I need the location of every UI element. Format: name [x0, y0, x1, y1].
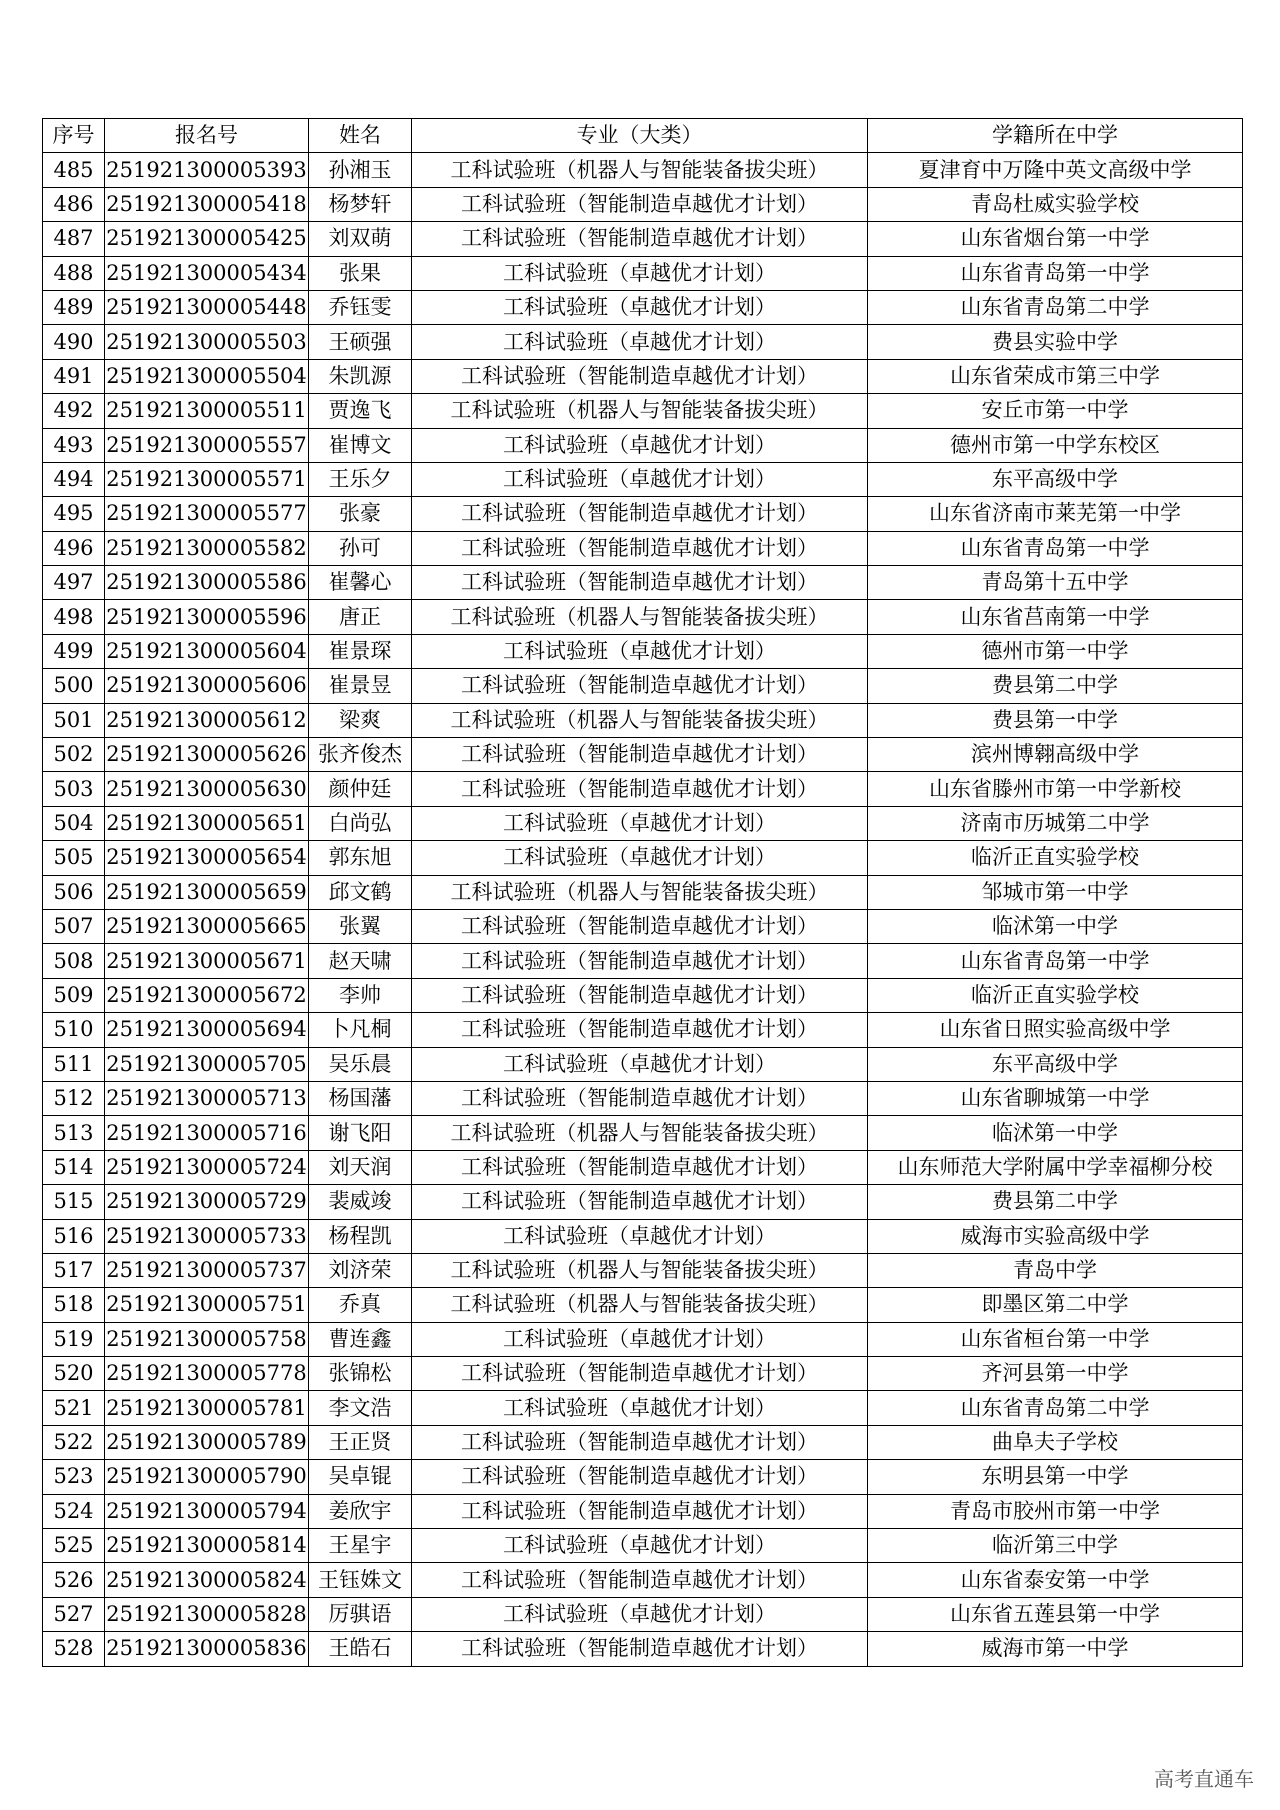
cell-reg-number: 251921300005654	[105, 841, 309, 875]
cell-seq: 493	[43, 428, 105, 462]
cell-name: 孙湘玉	[309, 153, 412, 187]
cell-name: 梁爽	[309, 703, 412, 737]
table-row	[43, 1529, 1243, 1563]
cell-major: 工科试验班（智能制造卓越优才计划）	[412, 978, 868, 1012]
cell-major: 工科试验班（卓越优才计划）	[412, 428, 868, 462]
cell-seq: 513	[43, 1116, 105, 1150]
cell-name: 卜凡桐	[309, 1013, 412, 1047]
table-row	[43, 1632, 1243, 1666]
cell-name: 朱凯源	[309, 359, 412, 393]
table-row	[43, 1288, 1243, 1322]
cell-reg-number: 251921300005651	[105, 806, 309, 840]
table-row	[43, 428, 1243, 462]
cell-reg-number: 251921300005705	[105, 1047, 309, 1081]
cell-seq: 511	[43, 1047, 105, 1081]
cell-name: 贾逸飞	[309, 394, 412, 428]
cell-seq: 521	[43, 1391, 105, 1425]
cell-reg-number: 251921300005586	[105, 566, 309, 600]
cell-school: 东明县第一中学	[868, 1460, 1243, 1494]
cell-name: 张翼	[309, 909, 412, 943]
cell-school: 邹城市第一中学	[868, 875, 1243, 909]
cell-school: 费县第一中学	[868, 703, 1243, 737]
cell-school: 山东省桓台第一中学	[868, 1322, 1243, 1356]
cell-reg-number: 251921300005781	[105, 1391, 309, 1425]
cell-seq: 505	[43, 841, 105, 875]
cell-major: 工科试验班（机器人与智能装备拔尖班）	[412, 153, 868, 187]
cell-school: 费县第二中学	[868, 1185, 1243, 1219]
cell-name: 杨梦轩	[309, 187, 412, 221]
cell-school: 东平高级中学	[868, 1047, 1243, 1081]
table-row	[43, 1185, 1243, 1219]
cell-major: 工科试验班（智能制造卓越优才计划）	[412, 772, 868, 806]
cell-seq: 522	[43, 1425, 105, 1459]
cell-reg-number: 251921300005828	[105, 1597, 309, 1631]
table-header-row	[43, 119, 1243, 153]
cell-major: 工科试验班（卓越优才计划）	[412, 290, 868, 324]
cell-name: 厉骐语	[309, 1597, 412, 1631]
cell-major: 工科试验班（卓越优才计划）	[412, 1529, 868, 1563]
table-row	[43, 531, 1243, 565]
cell-school: 山东省青岛第一中学	[868, 256, 1243, 290]
table-row	[43, 497, 1243, 531]
cell-reg-number: 251921300005694	[105, 1013, 309, 1047]
cell-seq: 485	[43, 153, 105, 187]
cell-school: 临沂第三中学	[868, 1529, 1243, 1563]
cell-reg-number: 251921300005571	[105, 462, 309, 496]
cell-seq: 510	[43, 1013, 105, 1047]
cell-major: 工科试验班（卓越优才计划）	[412, 325, 868, 359]
cell-reg-number: 251921300005716	[105, 1116, 309, 1150]
cell-seq: 514	[43, 1150, 105, 1184]
cell-name: 孙可	[309, 531, 412, 565]
cell-seq: 501	[43, 703, 105, 737]
cell-school: 山东省荣成市第三中学	[868, 359, 1243, 393]
cell-school: 临沭第一中学	[868, 1116, 1243, 1150]
table-row	[43, 634, 1243, 668]
cell-major: 工科试验班（机器人与智能装备拔尖班）	[412, 394, 868, 428]
cell-school: 安丘市第一中学	[868, 394, 1243, 428]
cell-reg-number: 251921300005824	[105, 1563, 309, 1597]
cell-reg-number: 251921300005630	[105, 772, 309, 806]
cell-reg-number: 251921300005577	[105, 497, 309, 531]
cell-name: 王硕强	[309, 325, 412, 359]
cell-name: 李帅	[309, 978, 412, 1012]
cell-major: 工科试验班（卓越优才计划）	[412, 462, 868, 496]
cell-seq: 490	[43, 325, 105, 359]
cell-school: 青岛第十五中学	[868, 566, 1243, 600]
table-row	[43, 1425, 1243, 1459]
cell-school: 山东省五莲县第一中学	[868, 1597, 1243, 1631]
cell-seq: 503	[43, 772, 105, 806]
cell-seq: 494	[43, 462, 105, 496]
cell-major: 工科试验班（智能制造卓越优才计划）	[412, 497, 868, 531]
cell-name: 裴威竣	[309, 1185, 412, 1219]
cell-seq: 504	[43, 806, 105, 840]
cell-school: 青岛杜威实验学校	[868, 187, 1243, 221]
cell-seq: 499	[43, 634, 105, 668]
cell-name: 刘双萌	[309, 222, 412, 256]
cell-school: 山东省日照实验高级中学	[868, 1013, 1243, 1047]
table-row	[43, 394, 1243, 428]
cell-major: 工科试验班（智能制造卓越优才计划）	[412, 359, 868, 393]
cell-school: 夏津育中万隆中英文高级中学	[868, 153, 1243, 187]
cell-major: 工科试验班（卓越优才计划）	[412, 1219, 868, 1253]
cell-name: 王钰姝文	[309, 1563, 412, 1597]
cell-name: 崔景琛	[309, 634, 412, 668]
cell-reg-number: 251921300005790	[105, 1460, 309, 1494]
cell-school: 青岛中学	[868, 1253, 1243, 1287]
cell-major: 工科试验班（智能制造卓越优才计划）	[412, 1460, 868, 1494]
cell-reg-number: 251921300005814	[105, 1529, 309, 1563]
cell-seq: 491	[43, 359, 105, 393]
table-row	[43, 1047, 1243, 1081]
watermark: 高考直通车	[1154, 1767, 1254, 1791]
table-row	[43, 359, 1243, 393]
table-row	[43, 669, 1243, 703]
cell-major: 工科试验班（智能制造卓越优才计划）	[412, 1563, 868, 1597]
cell-major: 工科试验班（机器人与智能装备拔尖班）	[412, 1288, 868, 1322]
cell-major: 工科试验班（卓越优才计划）	[412, 256, 868, 290]
cell-name: 崔景昱	[309, 669, 412, 703]
cell-school: 德州市第一中学	[868, 634, 1243, 668]
cell-school: 山东省莒南第一中学	[868, 600, 1243, 634]
cell-seq: 515	[43, 1185, 105, 1219]
cell-major: 工科试验班（智能制造卓越优才计划）	[412, 222, 868, 256]
cell-school: 青岛市胶州市第一中学	[868, 1494, 1243, 1528]
cell-school: 山东省青岛第一中学	[868, 944, 1243, 978]
cell-major: 工科试验班（智能制造卓越优才计划）	[412, 1185, 868, 1219]
cell-major: 工科试验班（智能制造卓越优才计划）	[412, 1013, 868, 1047]
cell-school: 曲阜夫子学校	[868, 1425, 1243, 1459]
cell-reg-number: 251921300005393	[105, 153, 309, 187]
table-row	[43, 1357, 1243, 1391]
cell-name: 崔博文	[309, 428, 412, 462]
cell-reg-number: 251921300005778	[105, 1357, 309, 1391]
header-major: 专业（大类）	[412, 119, 868, 153]
cell-seq: 507	[43, 909, 105, 943]
cell-major: 工科试验班（机器人与智能装备拔尖班）	[412, 600, 868, 634]
cell-major: 工科试验班（智能制造卓越优才计划）	[412, 944, 868, 978]
cell-major: 工科试验班（智能制造卓越优才计划）	[412, 187, 868, 221]
cell-name: 崔馨心	[309, 566, 412, 600]
cell-reg-number: 251921300005729	[105, 1185, 309, 1219]
cell-reg-number: 251921300005713	[105, 1081, 309, 1115]
cell-seq: 496	[43, 531, 105, 565]
table-row	[43, 462, 1243, 496]
cell-name: 姜欣宇	[309, 1494, 412, 1528]
cell-seq: 489	[43, 290, 105, 324]
table-row	[43, 703, 1243, 737]
table-row	[43, 1150, 1243, 1184]
cell-seq: 519	[43, 1322, 105, 1356]
table-row	[43, 772, 1243, 806]
cell-major: 工科试验班（卓越优才计划）	[412, 841, 868, 875]
cell-name: 王星宇	[309, 1529, 412, 1563]
cell-seq: 520	[43, 1357, 105, 1391]
cell-major: 工科试验班（卓越优才计划）	[412, 1391, 868, 1425]
cell-name: 乔钰雯	[309, 290, 412, 324]
cell-major: 工科试验班（卓越优才计划）	[412, 1597, 868, 1631]
cell-reg-number: 251921300005448	[105, 290, 309, 324]
cell-school: 费县实验中学	[868, 325, 1243, 359]
table-row	[43, 909, 1243, 943]
cell-seq: 487	[43, 222, 105, 256]
cell-major: 工科试验班（智能制造卓越优才计划）	[412, 531, 868, 565]
cell-name: 赵天啸	[309, 944, 412, 978]
cell-name: 谢飞阳	[309, 1116, 412, 1150]
table-row	[43, 222, 1243, 256]
cell-major: 工科试验班（卓越优才计划）	[412, 806, 868, 840]
cell-reg-number: 251921300005737	[105, 1253, 309, 1287]
cell-major: 工科试验班（机器人与智能装备拔尖班）	[412, 703, 868, 737]
table-row	[43, 738, 1243, 772]
cell-name: 吴卓锟	[309, 1460, 412, 1494]
header-name: 姓名	[309, 119, 412, 153]
table-row	[43, 806, 1243, 840]
cell-major: 工科试验班（智能制造卓越优才计划）	[412, 1150, 868, 1184]
cell-name: 王皓石	[309, 1632, 412, 1666]
cell-name: 郭东旭	[309, 841, 412, 875]
table-row	[43, 1253, 1243, 1287]
cell-reg-number: 251921300005418	[105, 187, 309, 221]
cell-major: 工科试验班（卓越优才计划）	[412, 1322, 868, 1356]
cell-reg-number: 251921300005758	[105, 1322, 309, 1356]
cell-seq: 488	[43, 256, 105, 290]
cell-seq: 523	[43, 1460, 105, 1494]
cell-school: 费县第二中学	[868, 669, 1243, 703]
cell-major: 工科试验班（卓越优才计划）	[412, 634, 868, 668]
table-row	[43, 256, 1243, 290]
cell-seq: 492	[43, 394, 105, 428]
cell-seq: 497	[43, 566, 105, 600]
cell-name: 吴乐晨	[309, 1047, 412, 1081]
cell-school: 山东省青岛第二中学	[868, 290, 1243, 324]
cell-reg-number: 251921300005836	[105, 1632, 309, 1666]
cell-major: 工科试验班（机器人与智能装备拔尖班）	[412, 1253, 868, 1287]
header-school: 学籍所在中学	[868, 119, 1243, 153]
cell-reg-number: 251921300005672	[105, 978, 309, 1012]
cell-school: 德州市第一中学东校区	[868, 428, 1243, 462]
cell-school: 即墨区第二中学	[868, 1288, 1243, 1322]
cell-seq: 525	[43, 1529, 105, 1563]
table-row	[43, 566, 1243, 600]
cell-name: 刘济荣	[309, 1253, 412, 1287]
cell-school: 山东省青岛第二中学	[868, 1391, 1243, 1425]
table-row	[43, 1322, 1243, 1356]
cell-reg-number: 251921300005503	[105, 325, 309, 359]
cell-reg-number: 251921300005582	[105, 531, 309, 565]
cell-reg-number: 251921300005671	[105, 944, 309, 978]
cell-seq: 527	[43, 1597, 105, 1631]
cell-seq: 516	[43, 1219, 105, 1253]
cell-major: 工科试验班（智能制造卓越优才计划）	[412, 1081, 868, 1115]
admission-list-table	[42, 118, 1243, 1667]
cell-reg-number: 251921300005606	[105, 669, 309, 703]
cell-major: 工科试验班（机器人与智能装备拔尖班）	[412, 875, 868, 909]
cell-name: 张豪	[309, 497, 412, 531]
cell-reg-number: 251921300005425	[105, 222, 309, 256]
table-row	[43, 1391, 1243, 1425]
cell-school: 山东省烟台第一中学	[868, 222, 1243, 256]
cell-seq: 508	[43, 944, 105, 978]
cell-reg-number: 251921300005596	[105, 600, 309, 634]
cell-reg-number: 251921300005794	[105, 1494, 309, 1528]
cell-school: 临沭第一中学	[868, 909, 1243, 943]
cell-major: 工科试验班（机器人与智能装备拔尖班）	[412, 1116, 868, 1150]
cell-school: 临沂正直实验学校	[868, 978, 1243, 1012]
cell-name: 刘天润	[309, 1150, 412, 1184]
cell-seq: 526	[43, 1563, 105, 1597]
cell-seq: 500	[43, 669, 105, 703]
cell-name: 曹连鑫	[309, 1322, 412, 1356]
table-row	[43, 944, 1243, 978]
table-row	[43, 290, 1243, 324]
table-row	[43, 1116, 1243, 1150]
cell-reg-number: 251921300005724	[105, 1150, 309, 1184]
table-row	[43, 1563, 1243, 1597]
cell-name: 王乐夕	[309, 462, 412, 496]
cell-school: 山东省济南市莱芜第一中学	[868, 497, 1243, 531]
cell-seq: 518	[43, 1288, 105, 1322]
table-row	[43, 1597, 1243, 1631]
cell-reg-number: 251921300005612	[105, 703, 309, 737]
cell-reg-number: 251921300005511	[105, 394, 309, 428]
cell-name: 乔真	[309, 1288, 412, 1322]
cell-reg-number: 251921300005665	[105, 909, 309, 943]
cell-school: 威海市第一中学	[868, 1632, 1243, 1666]
cell-name: 张齐俊杰	[309, 738, 412, 772]
table-row	[43, 1460, 1243, 1494]
table-body	[43, 153, 1243, 1666]
cell-name: 李文浩	[309, 1391, 412, 1425]
cell-name: 张果	[309, 256, 412, 290]
table-row	[43, 325, 1243, 359]
cell-seq: 506	[43, 875, 105, 909]
cell-school: 山东省滕州市第一中学新校	[868, 772, 1243, 806]
cell-major: 工科试验班（智能制造卓越优才计划）	[412, 1632, 868, 1666]
header-seq: 序号	[43, 119, 105, 153]
table-row	[43, 1494, 1243, 1528]
cell-major: 工科试验班（智能制造卓越优才计划）	[412, 566, 868, 600]
cell-name: 邱文鹤	[309, 875, 412, 909]
cell-school: 山东师范大学附属中学幸福柳分校	[868, 1150, 1243, 1184]
cell-seq: 498	[43, 600, 105, 634]
cell-reg-number: 251921300005504	[105, 359, 309, 393]
header-reg-number: 报名号	[105, 119, 309, 153]
cell-seq: 502	[43, 738, 105, 772]
cell-name: 颜仲廷	[309, 772, 412, 806]
table-row	[43, 875, 1243, 909]
cell-school: 威海市实验高级中学	[868, 1219, 1243, 1253]
cell-school: 山东省聊城第一中学	[868, 1081, 1243, 1115]
table-row	[43, 1013, 1243, 1047]
cell-name: 白尚弘	[309, 806, 412, 840]
cell-school: 临沂正直实验学校	[868, 841, 1243, 875]
cell-reg-number: 251921300005751	[105, 1288, 309, 1322]
cell-name: 张锦松	[309, 1357, 412, 1391]
cell-seq: 517	[43, 1253, 105, 1287]
cell-reg-number: 251921300005557	[105, 428, 309, 462]
cell-seq: 495	[43, 497, 105, 531]
cell-name: 杨程凯	[309, 1219, 412, 1253]
cell-school: 齐河县第一中学	[868, 1357, 1243, 1391]
cell-reg-number: 251921300005659	[105, 875, 309, 909]
cell-reg-number: 251921300005434	[105, 256, 309, 290]
cell-name: 杨国藩	[309, 1081, 412, 1115]
cell-reg-number: 251921300005604	[105, 634, 309, 668]
cell-school: 滨州博翱高级中学	[868, 738, 1243, 772]
cell-major: 工科试验班（智能制造卓越优才计划）	[412, 738, 868, 772]
cell-reg-number: 251921300005789	[105, 1425, 309, 1459]
cell-major: 工科试验班（智能制造卓越优才计划）	[412, 1357, 868, 1391]
cell-seq: 524	[43, 1494, 105, 1528]
cell-major: 工科试验班（卓越优才计划）	[412, 1047, 868, 1081]
cell-reg-number: 251921300005626	[105, 738, 309, 772]
table-row	[43, 187, 1243, 221]
cell-reg-number: 251921300005733	[105, 1219, 309, 1253]
cell-name: 王正贤	[309, 1425, 412, 1459]
cell-major: 工科试验班（智能制造卓越优才计划）	[412, 909, 868, 943]
cell-school: 山东省青岛第一中学	[868, 531, 1243, 565]
table-row	[43, 841, 1243, 875]
cell-seq: 509	[43, 978, 105, 1012]
cell-major: 工科试验班（智能制造卓越优才计划）	[412, 669, 868, 703]
table-row	[43, 153, 1243, 187]
cell-seq: 512	[43, 1081, 105, 1115]
table-row	[43, 1219, 1243, 1253]
table-row	[43, 978, 1243, 1012]
cell-seq: 486	[43, 187, 105, 221]
cell-major: 工科试验班（智能制造卓越优才计划）	[412, 1425, 868, 1459]
cell-school: 山东省泰安第一中学	[868, 1563, 1243, 1597]
cell-school: 济南市历城第二中学	[868, 806, 1243, 840]
cell-name: 唐正	[309, 600, 412, 634]
table-row	[43, 1081, 1243, 1115]
cell-major: 工科试验班（智能制造卓越优才计划）	[412, 1494, 868, 1528]
table-row	[43, 600, 1243, 634]
cell-seq: 528	[43, 1632, 105, 1666]
cell-school: 东平高级中学	[868, 462, 1243, 496]
